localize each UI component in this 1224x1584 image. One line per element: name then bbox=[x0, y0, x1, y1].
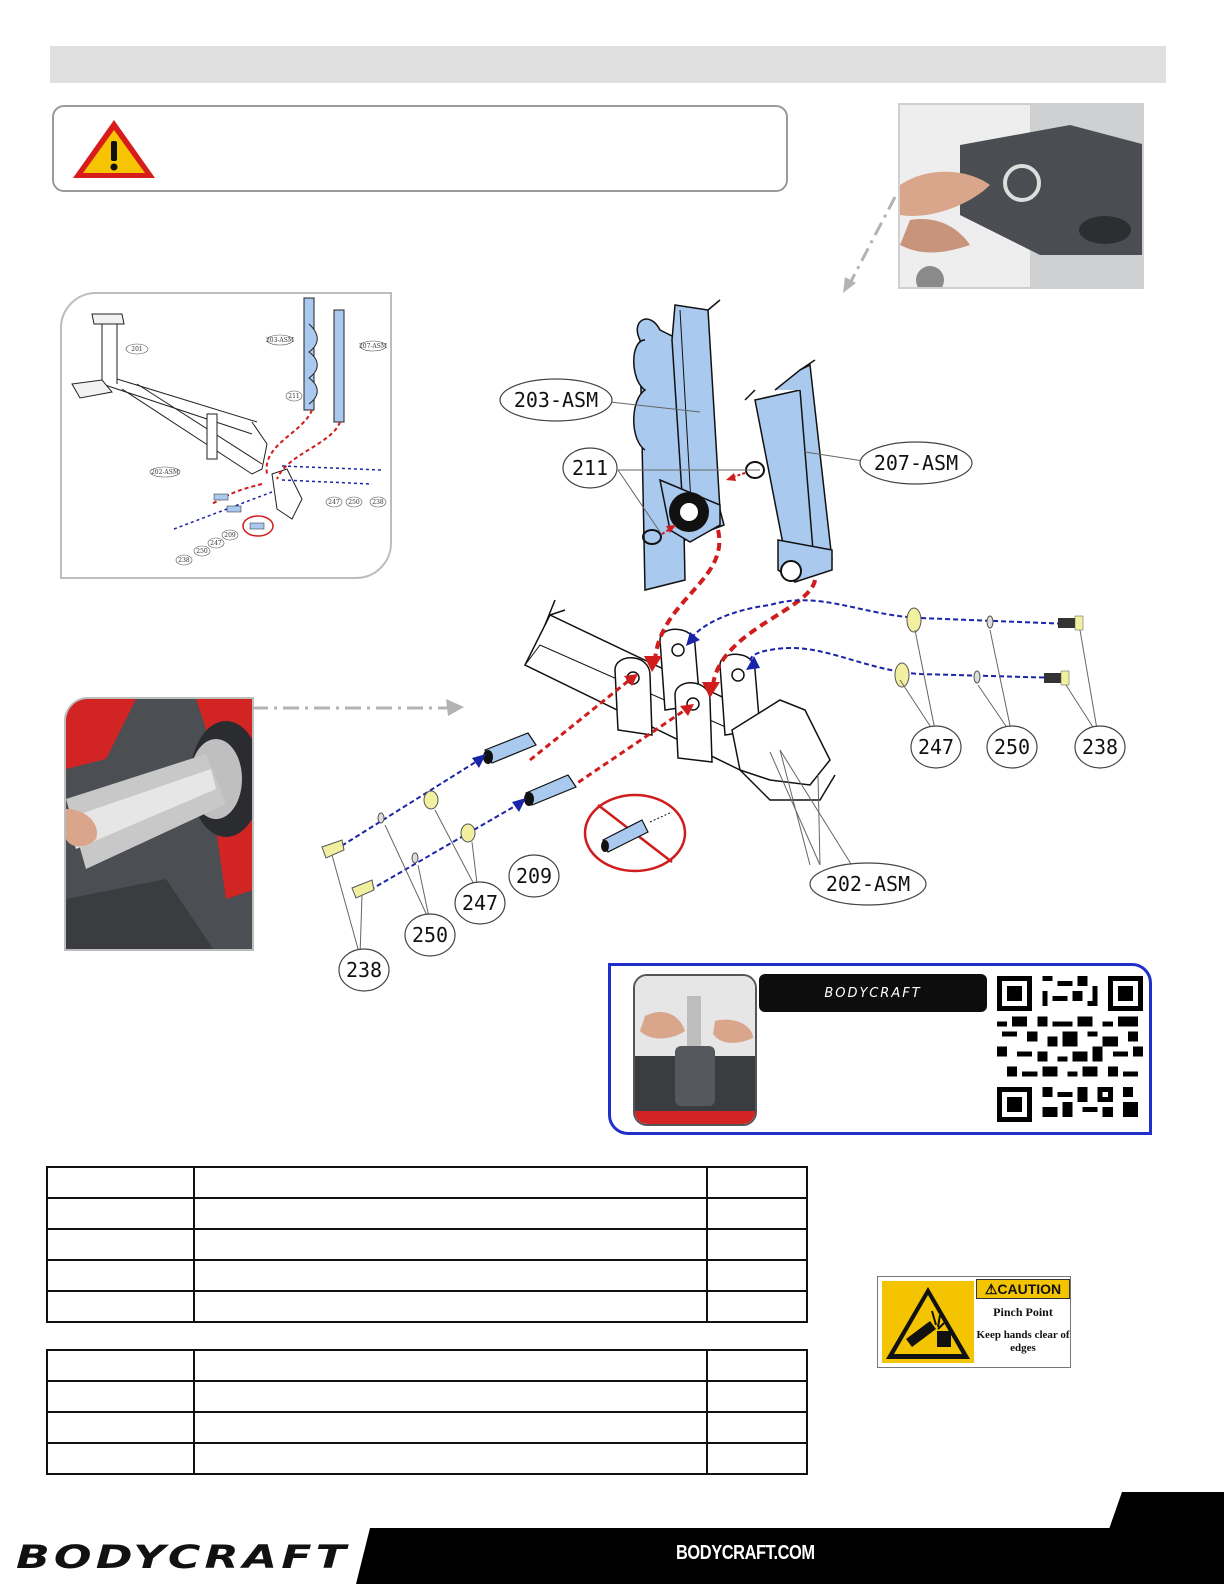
pinch-point-icon bbox=[882, 1281, 974, 1363]
photo-pin-clip bbox=[898, 103, 1144, 289]
caution-heading: ⚠CAUTION bbox=[976, 1279, 1070, 1299]
inset-label-202: 202-ASM bbox=[150, 469, 180, 476]
table-row bbox=[47, 1443, 807, 1474]
inset-label-247: 247 bbox=[328, 499, 340, 506]
parts-table bbox=[46, 1166, 808, 1323]
inset-label-207: 207-ASM bbox=[358, 343, 388, 350]
callout-247: 247 bbox=[461, 891, 499, 915]
part-207-asm bbox=[745, 360, 832, 582]
callout-202-asm: 202-ASM bbox=[825, 872, 911, 896]
svg-text:BODYCRAFT: BODYCRAFT bbox=[16, 1538, 350, 1574]
inset-label-238: 238 bbox=[178, 557, 190, 564]
table-row bbox=[47, 1412, 807, 1443]
callout-209: 209 bbox=[515, 864, 553, 888]
inset-label-250: 250 bbox=[196, 548, 208, 555]
inset-label-201: 201 bbox=[131, 346, 143, 353]
inset-label-247: 247 bbox=[210, 540, 222, 547]
exploded-assembly-diagram bbox=[300, 280, 1180, 1000]
footer-url[interactable]: BODYCRAFT.COM bbox=[676, 1542, 815, 1564]
section-header-bar bbox=[50, 46, 1166, 83]
video-thumbnail[interactable] bbox=[633, 974, 757, 1126]
callout-211: 211 bbox=[571, 456, 609, 480]
inset-label-209: 209 bbox=[224, 532, 236, 539]
caution-line-1: Pinch Point bbox=[993, 1305, 1053, 1319]
table-row bbox=[47, 1291, 807, 1322]
qr-code-icon[interactable] bbox=[997, 976, 1143, 1122]
warning-box bbox=[52, 105, 788, 192]
page-number-tab bbox=[1108, 1492, 1224, 1532]
inset-label-238: 238 bbox=[372, 499, 384, 506]
warning-icon bbox=[70, 117, 158, 181]
inset-label-203: 203-ASM bbox=[265, 337, 295, 344]
part-202-asm bbox=[525, 600, 835, 800]
table-row bbox=[47, 1229, 807, 1260]
table-row bbox=[47, 1381, 807, 1412]
caution-line-2: Keep hands clear of edges bbox=[976, 1329, 1070, 1354]
table-row bbox=[47, 1350, 807, 1381]
photo-pin-insert bbox=[64, 697, 254, 951]
callout-250: 250 bbox=[411, 923, 449, 947]
inset-label-211: 211 bbox=[288, 393, 300, 400]
callout-250: 250 bbox=[993, 735, 1031, 759]
callout-207-asm: 207-ASM bbox=[873, 451, 959, 475]
callout-247: 247 bbox=[917, 735, 955, 759]
callout-203-asm: 203-ASM bbox=[513, 388, 599, 412]
table-row bbox=[47, 1167, 807, 1198]
caution-label bbox=[877, 1276, 1071, 1368]
part-203-asm bbox=[634, 300, 724, 590]
inset-label-250: 250 bbox=[348, 499, 360, 506]
brand-badge: BODYCRAFT bbox=[759, 974, 987, 1012]
callout-238: 238 bbox=[1081, 735, 1119, 759]
callout-238: 238 bbox=[345, 958, 383, 982]
table-row bbox=[47, 1260, 807, 1291]
footer-logo bbox=[14, 1538, 354, 1574]
video-tutorial-box[interactable] bbox=[608, 963, 1152, 1135]
hardware-table bbox=[46, 1349, 808, 1475]
table-row bbox=[47, 1198, 807, 1229]
